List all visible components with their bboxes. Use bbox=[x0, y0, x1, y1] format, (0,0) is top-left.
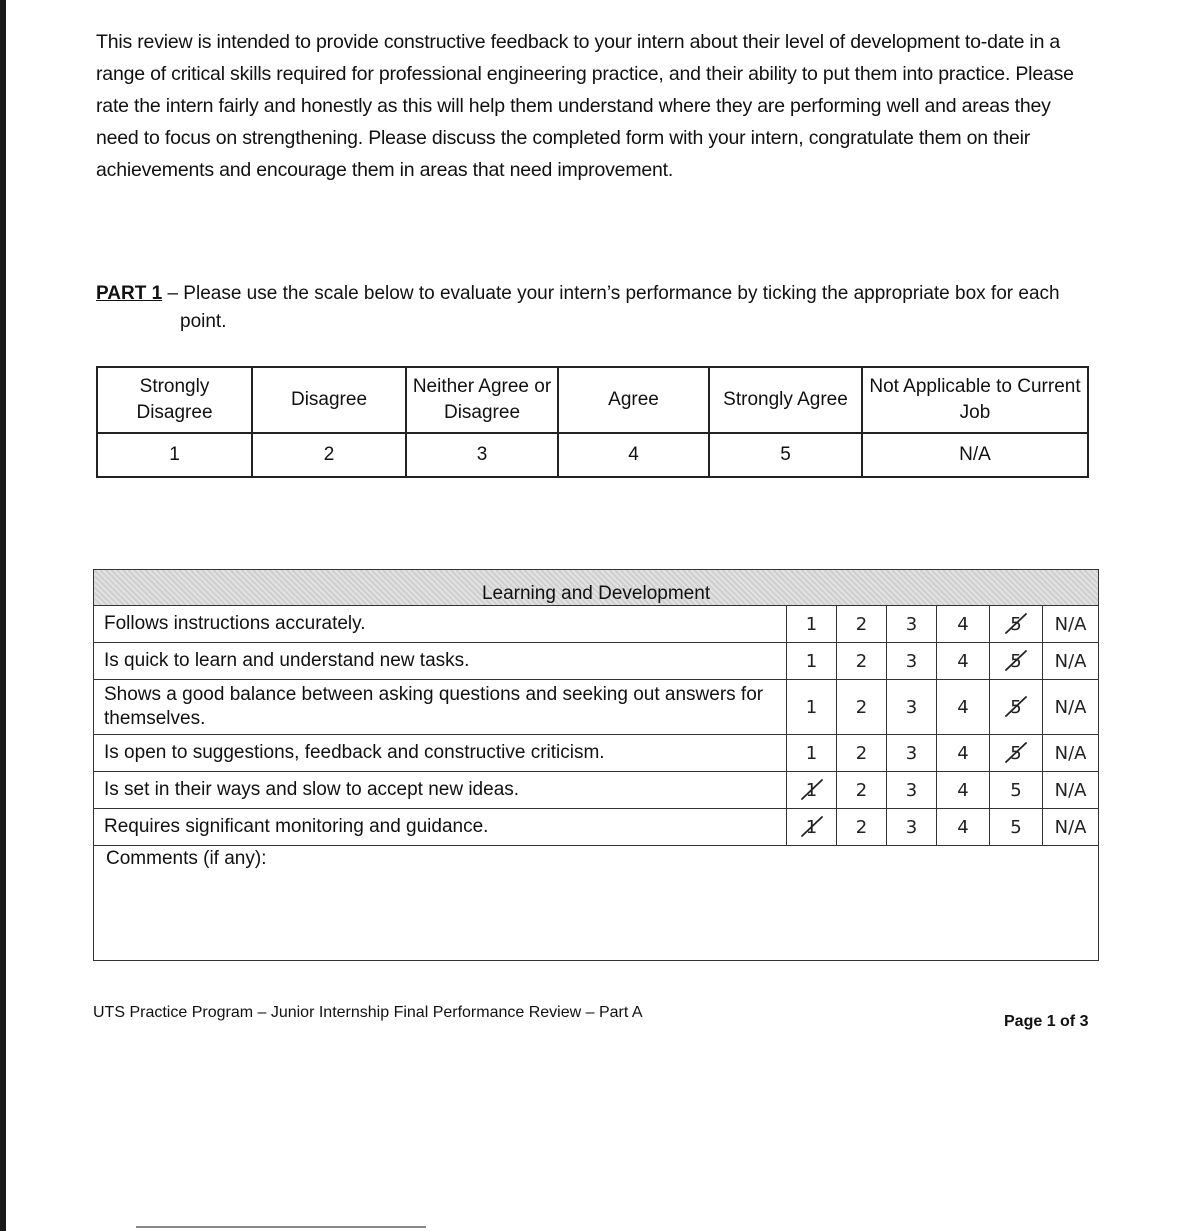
rating-option-label: 2 bbox=[855, 742, 868, 764]
comments-label: Comments (if any): bbox=[106, 848, 267, 869]
rating-statement: Requires significant monitoring and guidance. bbox=[94, 809, 787, 846]
rating-option[interactable] bbox=[837, 680, 887, 735]
rating-option-label: 5 bbox=[1010, 779, 1022, 801]
rating-option[interactable] bbox=[990, 735, 1043, 772]
rating-option[interactable] bbox=[837, 606, 887, 643]
rating-option[interactable] bbox=[837, 735, 887, 772]
rating-option-label: N/A bbox=[1054, 650, 1087, 672]
rating-option-label: 3 bbox=[905, 613, 918, 635]
part1-label: PART 1 bbox=[96, 283, 163, 304]
rating-option[interactable] bbox=[937, 809, 990, 846]
rating-option-label: 5 bbox=[1010, 613, 1022, 635]
rating-scale-table bbox=[96, 366, 1089, 478]
rating-option-label: 5 bbox=[1010, 696, 1022, 718]
scale-value: 4 bbox=[558, 433, 709, 477]
scale-value: 5 bbox=[709, 433, 862, 477]
rating-option[interactable] bbox=[837, 809, 887, 846]
rating-statement: Is set in their ways and slow to accept new ideas. bbox=[94, 772, 787, 809]
scale-value: 3 bbox=[406, 433, 558, 477]
rating-option-label: 2 bbox=[855, 696, 868, 718]
rating-option[interactable] bbox=[937, 735, 990, 772]
rating-option[interactable] bbox=[887, 643, 937, 680]
rating-statement: Follows instructions accurately. bbox=[94, 606, 787, 643]
rating-row bbox=[94, 809, 1099, 846]
rating-option[interactable] bbox=[937, 643, 990, 680]
rating-option-label: 5 bbox=[1010, 650, 1022, 672]
scale-value: N/A bbox=[862, 433, 1088, 477]
rating-option-label: N/A bbox=[1054, 613, 1087, 635]
rating-row bbox=[94, 735, 1099, 772]
rating-row bbox=[94, 643, 1099, 680]
rating-option[interactable] bbox=[787, 643, 837, 680]
rating-option[interactable] bbox=[1043, 735, 1099, 772]
rating-option[interactable] bbox=[990, 643, 1043, 680]
rating-option-label: 4 bbox=[957, 650, 969, 672]
scale-header: Not Applicable to Current Job bbox=[862, 367, 1088, 433]
rating-option[interactable] bbox=[937, 772, 990, 809]
rating-option[interactable] bbox=[937, 680, 990, 735]
rating-option-label: 3 bbox=[905, 779, 918, 801]
scale-header: Strongly Agree bbox=[709, 367, 862, 433]
part1-instructions bbox=[96, 280, 1096, 336]
rating-option-label: 4 bbox=[957, 696, 969, 718]
rating-option-label: 4 bbox=[957, 816, 969, 838]
rating-option[interactable] bbox=[887, 735, 937, 772]
bottom-rule bbox=[136, 1226, 426, 1228]
rating-option-label: 5 bbox=[1010, 742, 1022, 764]
rating-option-label: 3 bbox=[905, 650, 918, 672]
rating-option[interactable] bbox=[937, 606, 990, 643]
rating-option[interactable] bbox=[990, 606, 1043, 643]
rating-option-label: 3 bbox=[905, 696, 918, 718]
rating-option-label: N/A bbox=[1054, 816, 1087, 838]
part1-text-line2: point. bbox=[180, 311, 227, 332]
rating-option[interactable] bbox=[990, 809, 1043, 846]
rating-option-label: 2 bbox=[855, 613, 868, 635]
rating-option[interactable] bbox=[787, 680, 837, 735]
rating-option-label: 1 bbox=[805, 742, 818, 764]
rating-option[interactable] bbox=[887, 772, 937, 809]
rating-option-label: N/A bbox=[1054, 779, 1087, 801]
rating-option-label: 1 bbox=[805, 696, 818, 718]
intro-paragraph: This review is intended to provide constructive feedback to your intern about their level of development to-date in a range of critical skills required for professional engineering practice, and their ability to put them into practice. Please rate the intern fairly and honestly as this will help them understand where they are performing well and areas they need to focus on strengthening. Please discuss the completed form with your intern, congratulate them on their achievements and encourage them in areas that need improvement. bbox=[96, 31, 1074, 181]
scale-value: 2 bbox=[252, 433, 406, 477]
rating-option-label: 2 bbox=[855, 779, 868, 801]
comments-box[interactable] bbox=[94, 846, 1099, 961]
section-title: Learning and Development bbox=[94, 570, 1099, 606]
rating-option-label: 5 bbox=[1010, 816, 1022, 838]
scale-header: Agree bbox=[558, 367, 709, 433]
learning-development-table bbox=[93, 569, 1099, 961]
rating-statement: Shows a good balance between asking questions and seeking out answers for themselves. bbox=[94, 680, 787, 735]
rating-statement: Is quick to learn and understand new tasks. bbox=[94, 643, 787, 680]
rating-option-label: N/A bbox=[1054, 696, 1087, 718]
rating-option[interactable] bbox=[990, 680, 1043, 735]
rating-option[interactable] bbox=[1043, 809, 1099, 846]
rating-row bbox=[94, 772, 1099, 809]
rating-option[interactable] bbox=[787, 772, 837, 809]
scale-value: 1 bbox=[97, 433, 252, 477]
rating-option-label: 1 bbox=[805, 613, 818, 635]
scale-header: Neither Agree or Disagree bbox=[406, 367, 558, 433]
rating-option-label: 1 bbox=[805, 650, 818, 672]
footer-page-number: Page 1 of 3 bbox=[1004, 1013, 1089, 1030]
rating-option-label: 2 bbox=[855, 650, 868, 672]
rating-option-label: 2 bbox=[855, 816, 868, 838]
rating-row bbox=[94, 606, 1099, 643]
rating-option[interactable] bbox=[1043, 643, 1099, 680]
rating-option[interactable] bbox=[1043, 680, 1099, 735]
rating-option-label: 1 bbox=[805, 816, 818, 838]
rating-option[interactable] bbox=[787, 606, 837, 643]
rating-option-label: N/A bbox=[1054, 742, 1087, 764]
rating-option[interactable] bbox=[887, 680, 937, 735]
part1-text-line1: – Please use the scale below to evaluate your intern’s performance by ticking the appropriate box for each bbox=[167, 283, 1060, 304]
rating-option-label: 4 bbox=[957, 779, 969, 801]
rating-option[interactable] bbox=[1043, 606, 1099, 643]
rating-row bbox=[94, 680, 1099, 735]
rating-option-label: 4 bbox=[957, 613, 969, 635]
rating-option-label: 4 bbox=[957, 742, 969, 764]
rating-option[interactable] bbox=[837, 772, 887, 809]
rating-option[interactable] bbox=[990, 772, 1043, 809]
rating-option-label: 1 bbox=[805, 779, 818, 801]
rating-option[interactable] bbox=[1043, 772, 1099, 809]
scale-header: Strongly Disagree bbox=[97, 367, 252, 433]
rating-option[interactable] bbox=[837, 643, 887, 680]
rating-option[interactable] bbox=[787, 735, 837, 772]
rating-option[interactable] bbox=[887, 606, 937, 643]
rating-option[interactable] bbox=[887, 809, 937, 846]
rating-option-label: 3 bbox=[905, 816, 918, 838]
scale-header: Disagree bbox=[252, 367, 406, 433]
footer-document-title: UTS Practice Program – Junior Internship Final Performance Review – Part A bbox=[93, 1004, 643, 1021]
rating-option-label: 3 bbox=[905, 742, 918, 764]
scan-edge bbox=[0, 0, 6, 1231]
rating-statement: Is open to suggestions, feedback and constructive criticism. bbox=[94, 735, 787, 772]
rating-option[interactable] bbox=[787, 809, 837, 846]
